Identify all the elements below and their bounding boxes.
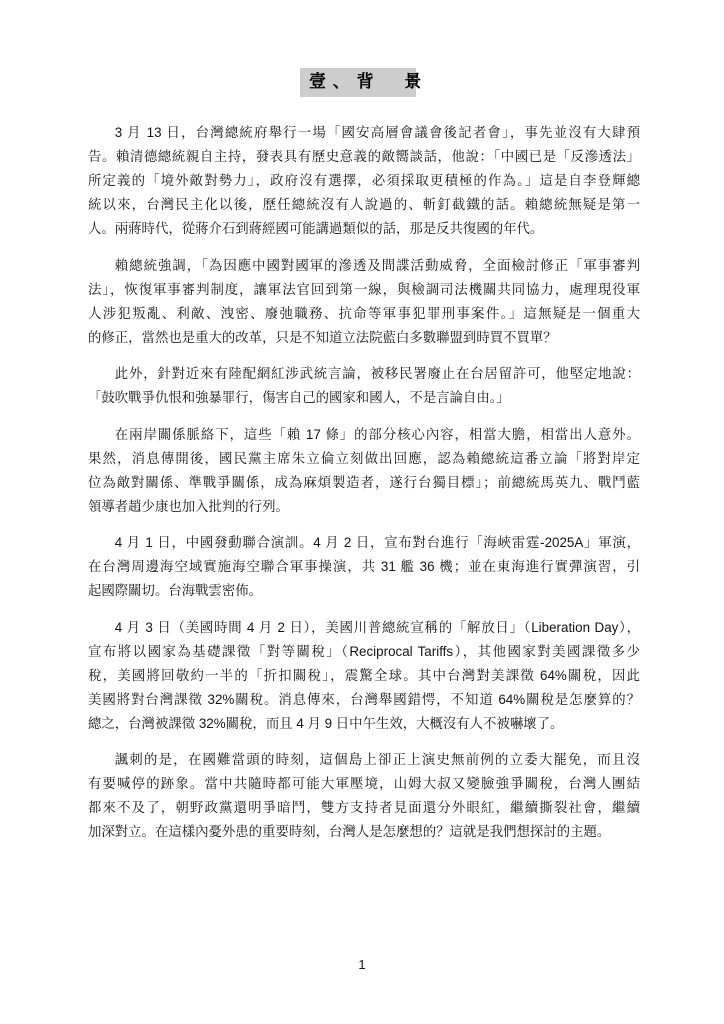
body-text (88, 121, 640, 857)
text-line: 4 月 1 日，中國發動聯合演訓。4 月 2 日，宣布對台進行「海峽雷霆-2025A」軍演， (114, 535, 640, 550)
text-line: 諷刺的是，在國難當頭的時刻，這個島上卻正上演史無前例的立委大罷免，而且沒 (114, 752, 640, 767)
paragraph-4 (88, 423, 640, 519)
paragraph-7 (88, 748, 640, 844)
paragraph-2 (88, 254, 640, 350)
section-title: 壹、背 景 (309, 72, 428, 92)
text-line: 4 月 3 日（美國時間 4 月 2 日），美國川普總統宣稱的「解放日」（Liberation Day）， (114, 619, 640, 635)
text-line: 人。兩蔣時代，從蔣介石到蔣經國可能講過類似的話，那是反共復國的年代。 (88, 221, 544, 236)
text-line: 起國際關切。台海戰雲密佈。 (88, 583, 263, 598)
text-line: 宣布將以國家為基礎課徵「對等關稅」（Reciprocal Tariffs），其他國家對美國課徵多少 (88, 643, 640, 659)
paragraph-6 (88, 616, 640, 736)
text-line: 都來不及了，朝野政黨還明爭暗鬥，雙方支持者見面還分外眼紅，繼續撕裂社會，繼續 (88, 800, 640, 815)
text-line: 「鼓吹戰爭仇恨和強暴罪行，傷害自己的國家和國人，不是言論自由。」 (88, 390, 510, 405)
text-line: 所定義的「境外敵對勢力」，政府沒有選擇，必須採取更積極的作為。」這是自李登輝總 (88, 173, 640, 188)
text-line: 美國將對台灣課徵 32%關稅。消息傳來，台灣舉國錯愕，不知道 64%關稅是怎麼算的？ (88, 691, 640, 707)
paragraph-1 (88, 121, 640, 241)
text-line: 果然，消息傳開後，國民黨主席朱立倫立刻做出回應，認為賴總統這番立論「將對岸定 (88, 450, 640, 466)
text-line: 在台灣周邊海空域實施海空聯合軍事操演，共 31 艦 36 機；並在東海進行實彈演習，引 (88, 559, 640, 574)
text-line: 人涉犯叛亂、利敵、洩密、廢弛職務、抗命等軍事犯罪刑事案件。」這無疑是一個重大 (88, 305, 640, 321)
text-line: 領導者趙少康也加入批判的行列。 (88, 498, 289, 514)
paragraph-5 (88, 531, 640, 603)
text-line: 總之，台灣被課徵 32%關稅，而且 4 月 9 日中午生效，大概沒有人不被嚇壞了。 (88, 715, 564, 731)
text-line: 統以來，台灣民主化以後，歷任總統沒有人說過的、斬釘截鐵的話。賴總統無疑是第一 (88, 197, 640, 212)
section-heading (300, 68, 428, 97)
text-line: 的修正，當然也是重大的改革，只是不知道立法院藍白多數聯盟到時買不買單？ (88, 329, 557, 345)
text-line: 此外，針對近來有陸配網紅涉武統言論，被移民署廢止在台居留許可，他堅定地說： (114, 366, 640, 381)
text-line: 賴總統強調，「為因應中國對國軍的滲透及間諜活動威脅，全面檢討修正「軍事審判 (114, 257, 640, 273)
text-line: 告。賴清德總統親自主持，發表具有歷史意義的敵嚮談話，他說：「中國已是「反滲透法」 (88, 149, 640, 164)
text-line: 加深對立。在這樣內憂外患的重要時刻，台灣人是怎麼想的？這就是我們想探討的主題。 (88, 824, 611, 839)
text-line: 3 月 13 日，台灣總統府舉行一場「國安高層會議會後記者會」，事先並沒有大肆預 (114, 125, 640, 140)
text-line: 在兩岸關係脈絡下，這些「賴 17 條」的部分核心內容，相當大膽，相當出人意外。 (114, 426, 640, 442)
text-line: 有要喊停的跡象。當中共隨時都可能大軍壓境，山姆大叔又變臉強爭關稅，台灣人團結 (88, 776, 640, 791)
text-line: 法」，恢復軍事審判制度，讓軍法官回到第一線，與檢調司法機關共同協力，處理現役軍 (88, 281, 640, 297)
paragraph-3 (88, 362, 640, 410)
text-line: 稅，美國將回敬約一半的「折扣關稅」，震驚全球。其中台灣對美課徵 64%關稅，因此 (88, 667, 640, 683)
text-line: 位為敵對關係、準戰爭關係，成為麻煩製造者，遂行台獨目標」；前總統馬英九、戰鬥藍 (88, 474, 640, 490)
page-number: 1 (358, 957, 366, 972)
